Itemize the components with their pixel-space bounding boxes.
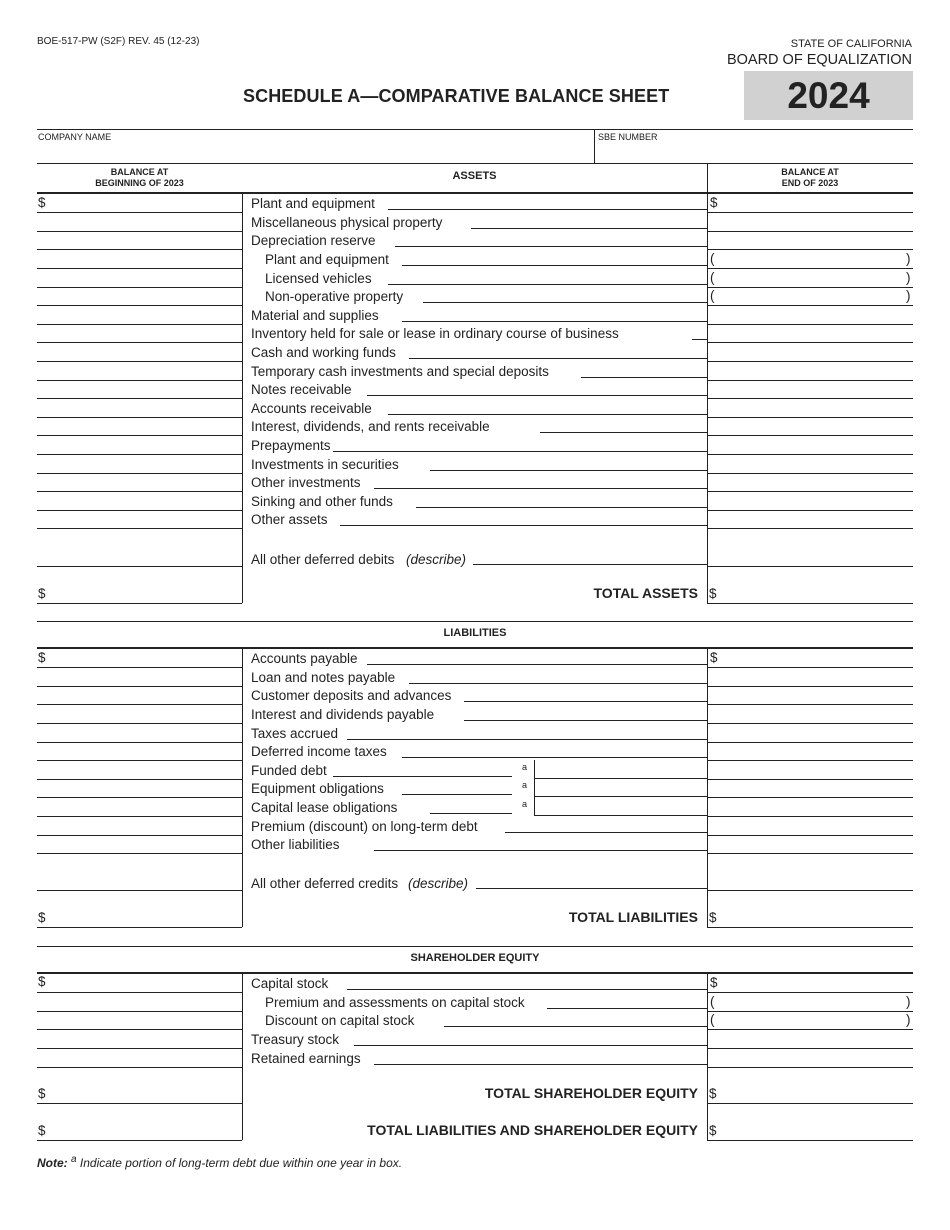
liability-end-cell[interactable] <box>707 667 913 668</box>
total-assets-end-dollar: $ <box>709 586 717 601</box>
equity-leader-line <box>547 1008 707 1009</box>
close-paren: ) <box>906 1012 911 1028</box>
form-code: BOE-517-PW (S2F) REV. 45 (12-23) <box>37 36 200 47</box>
liability-leader-line <box>476 888 707 889</box>
liability-leader-line <box>409 683 707 684</box>
liabilities-top-rule <box>37 621 913 622</box>
equity-top-rule <box>37 946 913 947</box>
equity-leader-line <box>354 1045 707 1046</box>
open-paren: ( <box>710 288 715 304</box>
asset-beginning-cell[interactable] <box>37 491 242 492</box>
asset-beginning-cell[interactable] <box>37 398 242 399</box>
sbe-number-field[interactable] <box>594 129 913 163</box>
total-liab-equity-label: TOTAL LIABILITIES AND SHAREHOLDER EQUITY <box>367 1122 698 1138</box>
equity-end-cell[interactable] <box>707 1011 913 1012</box>
asset-beginning-cell[interactable] <box>37 324 242 325</box>
total-liabilities-label: TOTAL LIABILITIES <box>568 909 698 925</box>
asset-leader-line <box>388 284 707 285</box>
liability-beginning-cell[interactable] <box>37 704 242 705</box>
asset-end-cell[interactable] <box>707 454 913 455</box>
equity-row-label: Capital stock <box>251 976 329 992</box>
asset-leader-line <box>388 414 707 415</box>
open-paren: ( <box>710 993 715 1009</box>
footnote-marker: a <box>522 780 528 791</box>
liab-deferred-label: All other deferred credits <box>251 876 399 891</box>
column-divider <box>707 648 708 927</box>
open-paren: ( <box>710 250 715 266</box>
asset-end-cell[interactable] <box>707 231 913 232</box>
asset-leader-line <box>416 507 707 508</box>
page-title: SCHEDULE A—COMPARATIVE BALANCE SHEET <box>243 86 670 106</box>
liability-beginning-cell[interactable] <box>37 723 242 724</box>
equity-row-label: Treasury stock <box>251 1031 340 1047</box>
liability-end-cell[interactable] <box>707 742 913 743</box>
liability-row-label: Loan and notes payable <box>251 669 396 685</box>
equity-beginning-cell[interactable] <box>37 1011 242 1012</box>
asset-end-cell[interactable] <box>707 342 913 343</box>
equity-leader-line <box>444 1026 708 1027</box>
equity-beginning-cell[interactable] <box>37 992 242 993</box>
asset-leader-line <box>367 395 707 396</box>
liability-end-cell[interactable] <box>707 760 913 761</box>
assets-deferred-describe: (describe) <box>406 552 467 567</box>
total-equity-label: TOTAL SHAREHOLDER EQUITY <box>484 1085 698 1101</box>
asset-beginning-cell[interactable] <box>37 361 242 362</box>
asset-row-label: Licensed vehicles <box>265 270 372 286</box>
asset-row-label: Other assets <box>251 512 328 528</box>
asset-beginning-cell[interactable] <box>37 380 242 381</box>
header-bottom-rule <box>37 192 913 194</box>
asset-row-label: Miscellaneous physical property <box>251 214 443 230</box>
asset-end-cell[interactable] <box>707 249 913 250</box>
asset-end-cell[interactable] <box>707 528 913 529</box>
asset-beginning-cell[interactable] <box>37 454 242 455</box>
total-equity-end-dollar: $ <box>709 1086 717 1101</box>
liability-beginning-cell[interactable] <box>37 760 242 761</box>
total-liab-beginning <box>37 927 242 928</box>
equity-end-cell[interactable] <box>707 1048 913 1049</box>
close-paren: ) <box>906 288 911 304</box>
liability-end-cell[interactable] <box>707 779 913 780</box>
equity-row-label: Retained earnings <box>251 1050 361 1066</box>
current-portion-box-divider <box>534 760 535 779</box>
column-divider <box>242 973 243 1140</box>
asset-leader-line <box>430 470 708 471</box>
equity-begin-dollar: $ <box>38 974 46 989</box>
footnote <box>37 1154 402 1170</box>
section-equity: SHAREHOLDER EQUITY <box>410 952 540 964</box>
equity-end-dollar: $ <box>710 975 718 990</box>
asset-leader-line <box>409 358 707 359</box>
asset-row-label: Cash and working funds <box>251 344 396 360</box>
asset-leader-line <box>374 488 707 489</box>
asset-end-cell[interactable] <box>707 417 913 418</box>
asset-end-cell[interactable] <box>707 473 913 474</box>
asset-row-label: Prepayments <box>251 437 331 453</box>
liab-begin-dollar: $ <box>38 650 46 665</box>
asset-row-label: Accounts receivable <box>251 400 372 416</box>
liability-beginning-cell[interactable] <box>37 742 242 743</box>
header-top-rule <box>37 163 913 164</box>
equity-end-cell[interactable] <box>707 1067 913 1068</box>
total-liab-end-dollar: $ <box>709 910 717 925</box>
asset-leader-line <box>340 525 707 526</box>
asset-row-label: Notes receivable <box>251 382 352 398</box>
current-portion-box[interactable] <box>534 815 707 816</box>
asset-end-cell[interactable] <box>707 268 913 269</box>
state-label: STATE OF CALIFORNIA <box>790 38 912 50</box>
assets-deferred-label: All other deferred debits <box>251 552 395 567</box>
note-sup: a <box>71 1154 77 1165</box>
liability-end-cell <box>707 890 913 891</box>
asset-end-cell[interactable] <box>707 435 913 436</box>
liability-beginning-cell <box>37 890 242 891</box>
asset-leader-line <box>402 321 707 322</box>
asset-beginning-cell[interactable] <box>37 212 242 213</box>
asset-row-label: Plant and equipment <box>265 251 389 267</box>
asset-beginning-cell[interactable] <box>37 528 242 529</box>
equity-leader-line <box>374 1064 707 1065</box>
total-equity-beginning <box>37 1103 242 1104</box>
close-paren: ) <box>906 269 911 285</box>
liability-beginning-cell[interactable] <box>37 779 242 780</box>
asset-beginning-cell[interactable] <box>37 342 242 343</box>
equity-end-cell[interactable] <box>707 992 913 993</box>
liability-beginning-cell[interactable] <box>37 853 242 854</box>
footnote-marker: a <box>522 761 528 772</box>
asset-row-label: Other investments <box>251 475 361 491</box>
note-text: Indicate portion of long-term debt due within one year in box. <box>76 1156 403 1170</box>
liability-leader-line <box>374 850 707 851</box>
asset-row-label: Sinking and other funds <box>251 493 393 509</box>
total-liab-equity-end-dollar: $ <box>709 1123 717 1138</box>
open-paren: ( <box>710 1012 715 1028</box>
liability-beginning-cell[interactable] <box>37 835 242 836</box>
open-paren: ( <box>710 269 715 285</box>
asset-leader-line <box>692 339 707 340</box>
liability-leader-line <box>505 832 707 833</box>
asset-beginning-cell[interactable] <box>37 435 242 436</box>
liability-row-label: Interest and dividends payable <box>251 706 435 722</box>
asset-row-label: Material and supplies <box>251 307 379 323</box>
column-divider <box>707 973 708 1140</box>
liability-end-cell[interactable] <box>707 816 913 817</box>
column-divider <box>707 163 708 603</box>
asset-row-label: Non-operative property <box>265 289 404 305</box>
asset-beginning-cell[interactable] <box>37 417 242 418</box>
liability-beginning-cell[interactable] <box>37 686 242 687</box>
liability-beginning-cell[interactable] <box>37 667 242 668</box>
asset-leader-line <box>423 302 707 303</box>
total-equity-begin-dollar: $ <box>38 1086 46 1101</box>
liab-deferred-describe: (describe) <box>408 876 469 891</box>
asset-leader-line <box>581 377 707 378</box>
current-portion-box[interactable] <box>534 796 707 797</box>
asset-beginning-cell[interactable] <box>37 473 242 474</box>
liability-row-label: Customer deposits and advances <box>251 688 452 704</box>
total-liab-end <box>707 927 913 928</box>
liability-row-label: Equipment obligations <box>251 781 384 797</box>
equity-header-rule <box>37 972 913 974</box>
liability-leader-line <box>430 813 513 814</box>
equity-row-label: Premium and assessments on capital stock <box>265 994 525 1010</box>
liability-row-label: Capital lease obligations <box>251 799 398 815</box>
liability-end-cell[interactable] <box>707 797 913 798</box>
total-liab-equity-beginning <box>37 1140 242 1141</box>
asset-leader-line <box>395 246 707 247</box>
total-liab-equity-end <box>707 1140 913 1141</box>
total-assets-end <box>707 603 913 604</box>
equity-beginning-cell[interactable] <box>37 1067 242 1068</box>
note-prefix: Note: <box>37 1156 68 1170</box>
liability-row-label: Premium (discount) on long-term debt <box>251 818 478 834</box>
section-liabilities: LIABILITIES <box>443 627 507 639</box>
liability-end-cell[interactable] <box>707 686 913 687</box>
asset-row-label: Temporary cash investments and special deposits <box>251 363 549 379</box>
asset-end-cell[interactable] <box>707 380 913 381</box>
asset-end-cell[interactable] <box>707 398 913 399</box>
company-name-label: COMPANY NAME <box>38 132 112 142</box>
asset-leader-line <box>471 228 707 229</box>
asset-end-cell[interactable] <box>707 212 913 213</box>
liab-end-dollar: $ <box>710 650 718 665</box>
asset-beginning-cell[interactable] <box>37 231 242 232</box>
col-header-end: BALANCE AT END OF 2023 <box>781 167 839 188</box>
col-header-beginning: BALANCE AT BEGINNING OF 2023 <box>95 167 184 188</box>
liability-leader-line <box>464 720 707 721</box>
liability-end-cell[interactable] <box>707 835 913 836</box>
assets-begin-dollar: $ <box>38 195 46 210</box>
asset-row-label: Depreciation reserve <box>251 233 376 249</box>
liability-row-label: Other liabilities <box>251 837 340 853</box>
asset-beginning-cell <box>37 566 242 567</box>
asset-beginning-cell[interactable] <box>37 287 242 288</box>
asset-beginning-cell[interactable] <box>37 305 242 306</box>
asset-leader-line <box>388 209 707 210</box>
asset-row-label: Investments in securities <box>251 456 399 472</box>
asset-leader-line <box>333 451 707 452</box>
total-liab-begin-dollar: $ <box>38 910 46 925</box>
column-divider <box>242 193 243 603</box>
liability-leader-line <box>347 739 707 740</box>
sbe-number-label: SBE NUMBER <box>598 132 658 142</box>
liability-end-cell[interactable] <box>707 853 913 854</box>
current-portion-box-divider <box>534 779 535 798</box>
assets-end-dollar: $ <box>710 195 718 210</box>
asset-end-cell[interactable] <box>707 491 913 492</box>
liability-leader-line <box>402 757 707 758</box>
asset-end-cell[interactable] <box>707 510 913 511</box>
asset-row-label: Plant and equipment <box>251 196 375 212</box>
liability-end-cell[interactable] <box>707 704 913 705</box>
asset-end-cell[interactable] <box>707 287 913 288</box>
asset-row-label: Interest, dividends, and rents receivable <box>251 419 490 435</box>
close-paren: ) <box>906 250 911 266</box>
asset-beginning-cell[interactable] <box>37 249 242 250</box>
liability-leader-line <box>367 664 707 665</box>
current-portion-box-divider <box>534 797 535 816</box>
asset-leader-line <box>473 564 707 565</box>
liability-leader-line <box>402 794 512 795</box>
liability-end-cell[interactable] <box>707 723 913 724</box>
asset-beginning-cell[interactable] <box>37 510 242 511</box>
liability-leader-line <box>333 776 512 777</box>
asset-end-cell[interactable] <box>707 361 913 362</box>
liability-row-label: Funded debt <box>251 762 327 778</box>
equity-end-cell[interactable] <box>707 1029 913 1030</box>
liability-beginning-cell[interactable] <box>37 797 242 798</box>
liability-beginning-cell[interactable] <box>37 816 242 817</box>
asset-end-cell[interactable] <box>707 324 913 325</box>
col-header-assets: ASSETS <box>452 170 497 182</box>
asset-leader-line <box>540 432 707 433</box>
close-paren: ) <box>906 993 911 1009</box>
asset-leader-line <box>402 265 707 266</box>
asset-end-cell[interactable] <box>707 305 913 306</box>
liabilities-header-rule <box>37 647 913 649</box>
asset-row-label: Inventory held for sale or lease in ordinary course of business <box>251 326 619 342</box>
asset-end-cell <box>707 566 913 567</box>
year-box: 2024 <box>744 71 913 120</box>
liability-leader-line <box>464 701 707 702</box>
total-assets-label: TOTAL ASSETS <box>593 585 698 601</box>
equity-row-label: Discount on capital stock <box>265 1013 415 1029</box>
footnote-marker: a <box>522 798 528 809</box>
total-equity-end <box>707 1103 913 1104</box>
liability-row-label: Deferred income taxes <box>251 744 387 760</box>
equity-beginning-cell[interactable] <box>37 1048 242 1049</box>
company-name-field[interactable] <box>37 129 594 163</box>
total-assets-beginning <box>37 603 242 604</box>
liability-row-label: Accounts payable <box>251 651 358 667</box>
current-portion-box[interactable] <box>534 778 707 779</box>
liability-row-label: Taxes accrued <box>251 725 339 741</box>
total-liab-equity-begin-dollar: $ <box>38 1123 46 1138</box>
column-divider <box>242 648 243 927</box>
equity-beginning-cell[interactable] <box>37 1029 242 1030</box>
total-assets-begin-dollar: $ <box>38 586 46 601</box>
asset-beginning-cell[interactable] <box>37 268 242 269</box>
board-label: BOARD OF EQUALIZATION <box>726 52 912 68</box>
equity-leader-line <box>347 989 707 990</box>
